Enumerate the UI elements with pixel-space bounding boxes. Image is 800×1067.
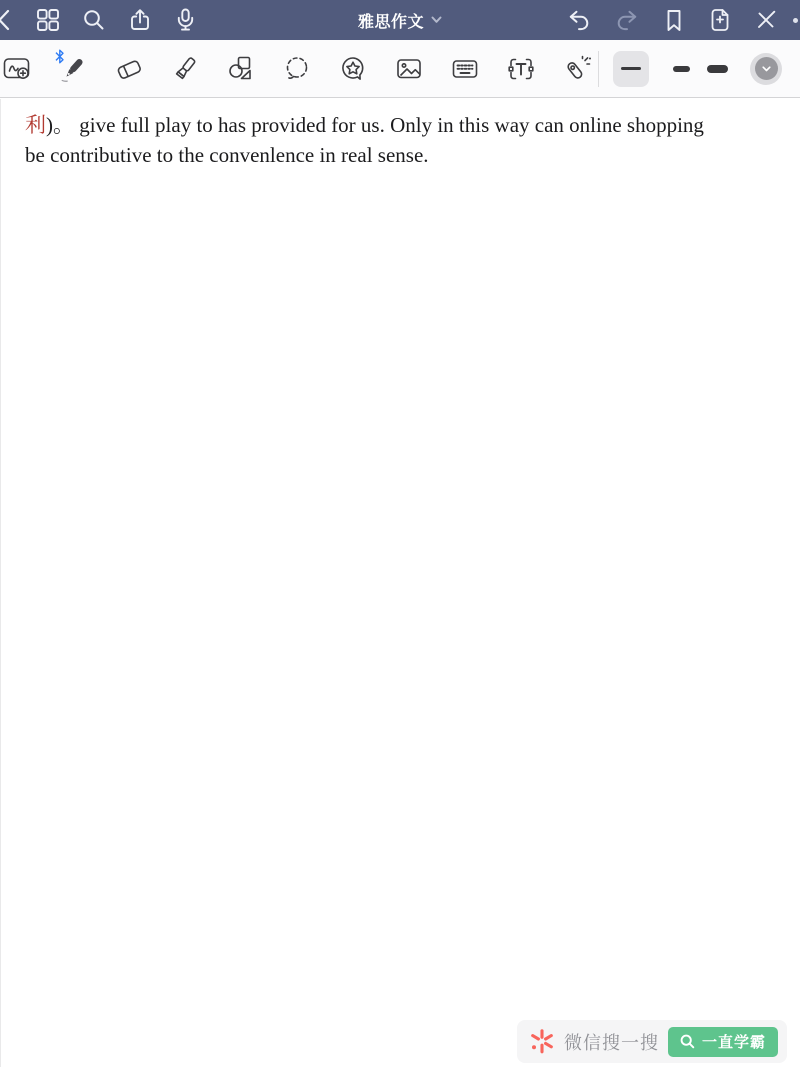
- zoom-window-tool-button[interactable]: [3, 52, 32, 86]
- topbar-right-group: [543, 0, 800, 40]
- watermark-search-keyword: 一直学霸: [701, 1034, 766, 1051]
- topbar-left-group: [0, 0, 219, 40]
- shapes-icon: [227, 55, 255, 83]
- thin-stroke-swatch: [621, 67, 641, 70]
- top-navigation-bar: [0, 0, 800, 40]
- tool-icons-group: [58, 52, 592, 86]
- grid-icon: [36, 8, 60, 32]
- search-icon: [82, 8, 106, 32]
- keyboard-tool-button[interactable]: [450, 52, 480, 86]
- document-page-canvas[interactable]: [0, 99, 800, 1067]
- title-dropdown-chevron-icon: [431, 16, 442, 24]
- bookmark-button[interactable]: [663, 9, 685, 32]
- text-tool-button[interactable]: [506, 52, 536, 86]
- notebook-title-button[interactable]: [358, 0, 442, 40]
- notebook-title: 雅思作文: [357, 13, 425, 31]
- lasso-tool-button[interactable]: [282, 52, 312, 86]
- gray-swatch: [755, 57, 778, 80]
- magnifier-icon: [680, 1034, 695, 1049]
- back-chevron-icon: [0, 9, 10, 31]
- undo-button[interactable]: [567, 10, 591, 31]
- microphone-icon: [174, 8, 197, 32]
- laser-pointer-tool-button[interactable]: [562, 52, 592, 86]
- close-pen-icon: [755, 9, 777, 31]
- stroke-and-color-group: [592, 51, 800, 87]
- thickness-thick-option[interactable]: [707, 65, 728, 73]
- redo-icon: [615, 10, 639, 31]
- share-button[interactable]: [128, 8, 152, 32]
- eraser-tool-button[interactable]: [114, 52, 144, 86]
- zoom-window-icon: [3, 56, 32, 82]
- undo-icon: [567, 10, 591, 31]
- search-button[interactable]: [82, 8, 106, 32]
- red-character: 利: [25, 113, 46, 137]
- highlighter-tool-button[interactable]: [170, 52, 200, 86]
- wechat-search-watermark: [517, 1020, 787, 1063]
- lasso-icon: [283, 55, 311, 83]
- more-menu-dot-icon[interactable]: [793, 18, 798, 23]
- grid-view-button[interactable]: [36, 8, 60, 32]
- line1-text: )。 give full play to has provided for us. Only in this way can online shopping: [46, 113, 704, 137]
- document-text-line-1: [25, 111, 704, 141]
- sticker-icon: [339, 55, 367, 83]
- image-icon: [395, 55, 423, 83]
- eraser-icon: [115, 55, 143, 83]
- toolbar-divider: [598, 51, 599, 87]
- tools-toolbar: [0, 40, 800, 98]
- thickness-medium-option[interactable]: [673, 66, 690, 72]
- wechat-search-spark-logo-icon: [529, 1029, 555, 1054]
- laser-pointer-icon: [562, 55, 592, 83]
- redo-button[interactable]: [615, 10, 639, 31]
- back-button[interactable]: [0, 9, 10, 31]
- add-page-icon: [709, 8, 731, 32]
- text-box-icon: [507, 55, 535, 83]
- shapes-tool-button[interactable]: [226, 52, 256, 86]
- image-tool-button[interactable]: [394, 52, 424, 86]
- sticker-tool-button[interactable]: [338, 52, 368, 86]
- close-pen-button[interactable]: [755, 9, 777, 31]
- document-text: [25, 111, 704, 170]
- line2-text: be contributive to the convenlence in real sense.: [25, 142, 429, 167]
- pen-tool-button[interactable]: [58, 52, 88, 86]
- keyboard-icon: [451, 55, 479, 83]
- watermark-search-pill: [668, 1027, 778, 1057]
- microphone-button[interactable]: [174, 8, 197, 32]
- highlighter-icon: [171, 55, 199, 83]
- watermark-brand-text: 微信搜一搜: [563, 1032, 659, 1053]
- document-text-line-2: [25, 141, 704, 171]
- thickness-thin-option[interactable]: [613, 51, 649, 87]
- share-icon: [128, 8, 152, 32]
- bluetooth-icon: [55, 49, 65, 64]
- color-picker-gray-button[interactable]: [750, 53, 782, 85]
- bookmark-icon: [663, 9, 685, 32]
- add-page-button[interactable]: [709, 8, 731, 32]
- chevron-down-icon: [762, 66, 771, 72]
